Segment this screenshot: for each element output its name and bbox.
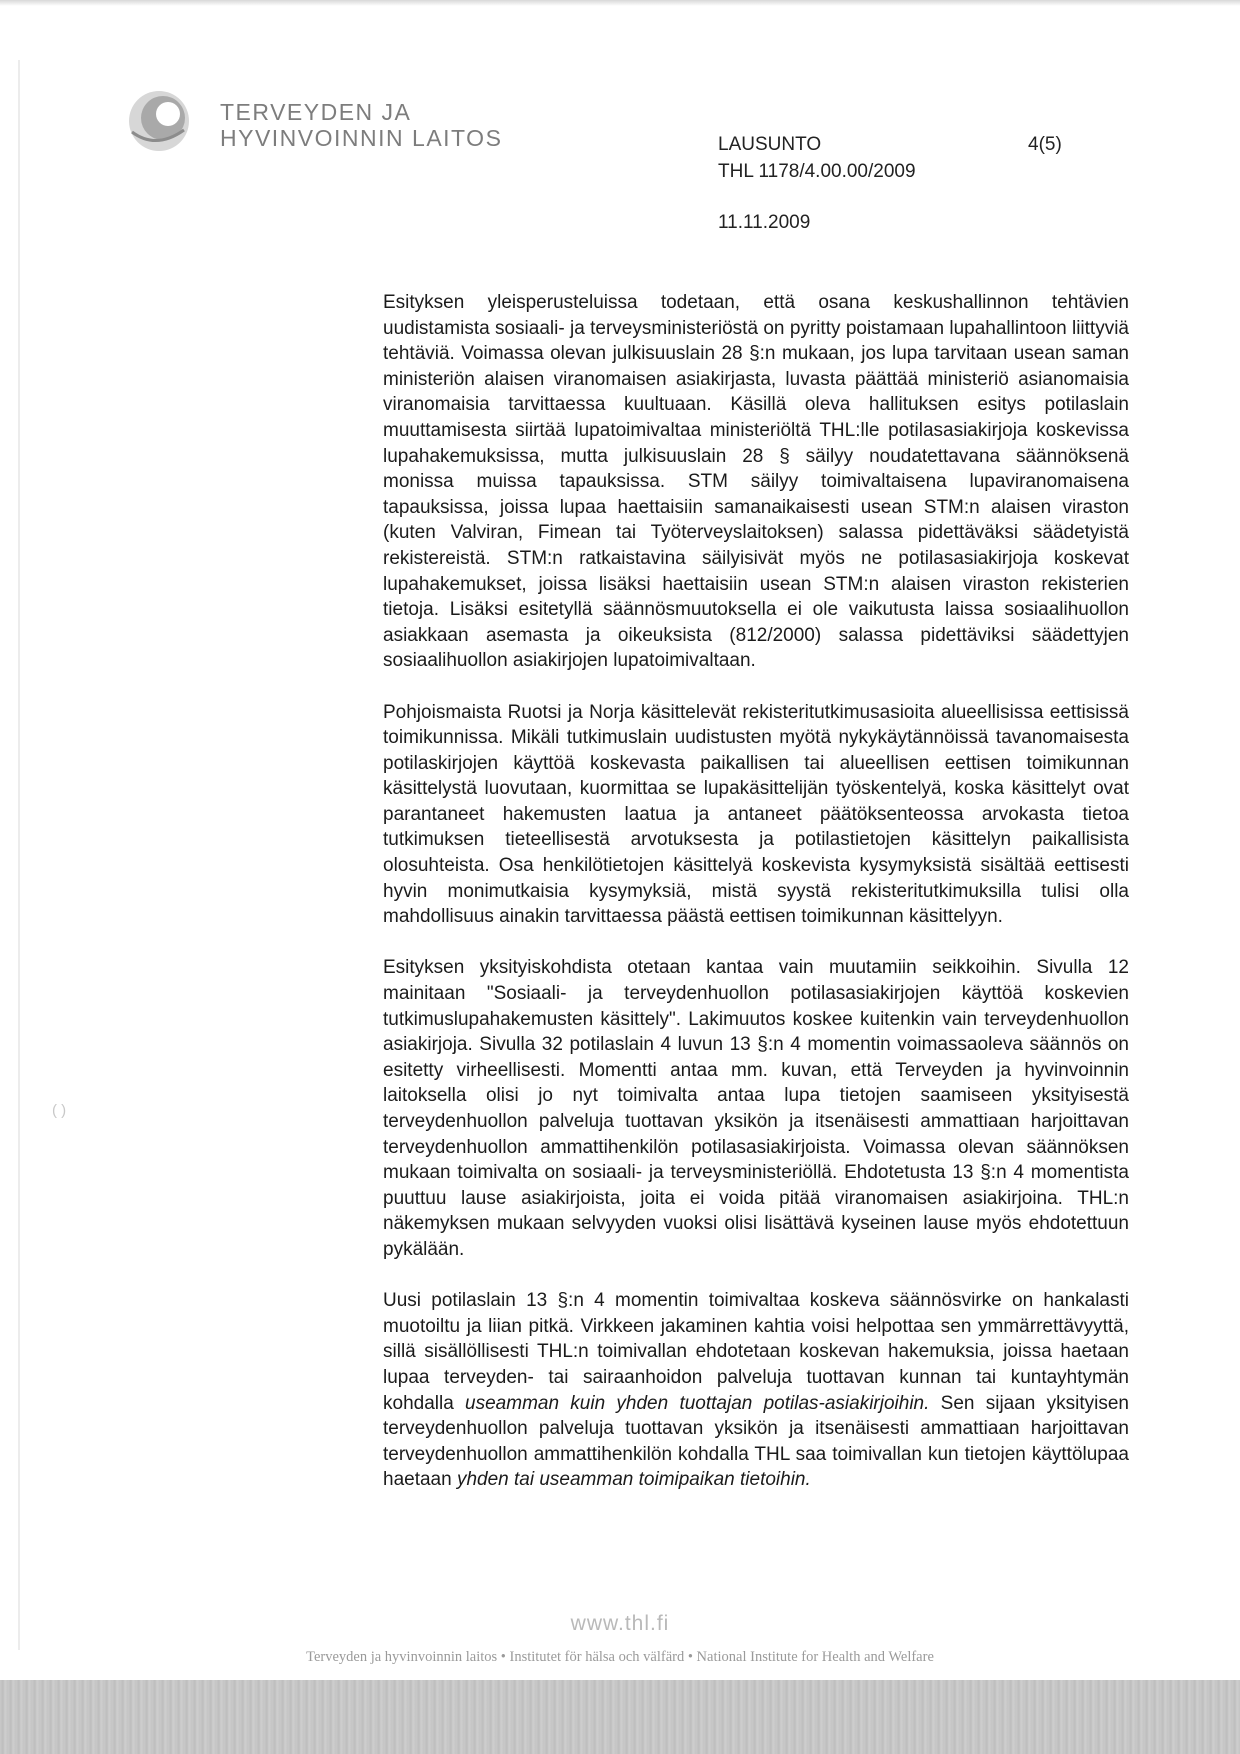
scan-edge-left	[18, 60, 20, 1650]
page-number: 4(5)	[1028, 134, 1062, 155]
organization-name	[220, 99, 502, 151]
paragraph-1: Esityksen yleisperusteluissa todetaan, että osana keskushallinnon tehtävien uudistamista sosiaali- ja terveysministeriöstä on pyritty poistamaan lupahallintoon liittyviä tehtäviä. Voimassa olevan julkisuuslain 28 §:n mukaan, jos lupa tarvitaan usean saman ministeriön alaisen viranomaisen asiakirjasta, luvasta päättää ministeriö asianomaisia viranomaisia tarvittaessa kuultuaan. Käsillä oleva hallituksen esitys potilaslain muuttamisesta siirtää lupatoimivaltaa ministeriöltä THL:lle potilasasiakirjoja koskevissa lupahakemuksissa, mutta julkisuuslain 28 § säilyy noudatettavana säännöksenä monissa muissa tapauksissa. STM säilyy toimivaltaisena lupaviranomaisena tapauksissa, joissa lupaa haettaisiin samanaikaisesti usean STM:n alaisen viraston (kuten Valviran, Fimean tai Työterveyslaitoksen) salassa pidettäväksi säädetyistä rekistereistä. STM:n ratkaistavina säilyisivät myös ne potilasasiakirjoja koskevat lupahakemukset, joissa lisäksi haettaisiin usean STM:n alaisen viraston rekisterien tietoja. Lisäksi esitetyllä säännösmuutoksella ei ole vaikutusta laissa sosiaalihuollon asiakkaan asemasta ja oikeuksista (812/2000) salassa pidettäviksi säädettyjen sosiaalihuollon asiakirjojen lupatoimivaltaan.	[383, 292, 1129, 672]
punch-hole-mark: ( )	[52, 1102, 67, 1119]
scan-edge-top	[0, 0, 1240, 6]
paragraph-2: Pohjoismaista Ruotsi ja Norja käsittelevät rekisteritutkimusasioita alueellisissa eettisissä toimikunnissa. Mikäli tutkimuslain uudistusten myötä nykykäytännöissä tavanomaisesta potilaskirjojen käyttöä koskevasta paikallisen tai alueellisen eettisen toimikunnan käsittelystä luovutaan, kuormittaa se lupakäsittelijän työskentelyä, koska käsittelyt ovat parantaneet hakemusten laatua ja antaneet päätöksenteossa arvokasta tietoa tutkimuksen tieteellisestä arvotuksesta ja potilastietojen käsittelyn paikallisista olosuhteista. Osa henkilötietojen käsittelyä koskevista kysymyksistä sisältää eettisesti hyvin monimutkaisia kysymyksiä, mistä syystä rekisteritutkimuksilla tulisi olla mahdollisuus ainakin tarvittaessa päästä eettisen toimikunnan käsittelyyn.	[383, 701, 1129, 928]
paragraph-4-emphasis-1: useamman kuin yhden tuottajan potilas-asiakirjoihin.	[465, 1392, 930, 1414]
organization-name-line2: HYVINVOINNIN LAITOS	[220, 125, 503, 151]
document-reference: THL 1178/4.00.00/2009	[718, 161, 916, 182]
document-body	[383, 290, 1129, 1519]
paragraph-4-text-a: Uusi potilaslain 13 §:n 4 momentin toimivaltaa koskeva säännösvirke on hankalasti muotoiltu ja liian pitkä. Virkkeen jakaminen kahtia voisi helpottaa sen ymmärrettävyyttä, sillä sisällöllisesti THL:n toimivallan ehdotetaan koskevan hakemuksia, joissa haetaan lupaa terveyden- tai sairaanhoidon palveluja tuottavan kunnan tai kuntayhtymän kohdalla	[383, 1290, 1129, 1414]
footer-institute-names: Terveyden ja hyvinvoinnin laitos • Institutet för hälsa och välfärd • National Institute for Health and Welfare	[306, 1649, 934, 1665]
thl-logo-icon	[126, 88, 192, 154]
footer-url[interactable]: www.thl.fi	[570, 1612, 670, 1635]
paragraph-4-emphasis-2: yhden tai useamman toimipaikan tietoihin.	[456, 1469, 811, 1491]
document-date: 11.11.2009	[718, 212, 811, 233]
document-type: LAUSUNTO	[718, 134, 822, 155]
paragraph-3: Esityksen yksityiskohdista otetaan kantaa vain muutamiin seikkoihin. Sivulla 12 mainitaan "Sosiaali- ja terveydenhuollon potilasasiakirjojen käyttöä koskevien tutkimuslupahakemusten käsittely". Lakimuutos koskee kuitenkin vain terveydenhuollon asiakirjoja. Sivulla 32 potilaslain 4 luvun 13 §:n 4 momentin voimassaoleva säännös on esitetty virheellisesti. Momentti antaa mm. kuvan, että Terveyden ja hyvinvoinnin laitoksella olisi jo nyt toimivalta antaa lupa tietojen saamiseen yksityisestä terveydenhuollon palveluja tuottavan yksikön ja itsenäisesti ammattiaan harjoittavan terveydenhuollon ammattihenkilön potilasasiakirjoista. Voimassa olevan säännöksen mukaan toimivalta on sosiaali- ja terveysministeriöllä. Ehdotetusta 13 §:n 4 momentista puuttuu lause asiakirjoista, joita ei voida pitää viranomaisen asiakirjoina. THL:n näkemyksen mukaan selvyyden vuoksi olisi lisättävä kyseinen lause myös ehdotettuun pykälään.	[383, 957, 1129, 1260]
paragraph-4	[383, 1288, 1129, 1493]
paragraph-4-text-c: Sen sijaan yksityisen terveydenhuollon palveluja tuottavan yksikön ja itsenäisesti ammattiaan harjoittavan terveydenhuollon ammattihenkilön kohdalla THL saa toimivallan kun tietojen käyttölupaa haetaan	[383, 1392, 1129, 1491]
organization-name-line1: TERVEYDEN JA	[220, 99, 412, 125]
scan-edge-bottom	[0, 1680, 1240, 1754]
